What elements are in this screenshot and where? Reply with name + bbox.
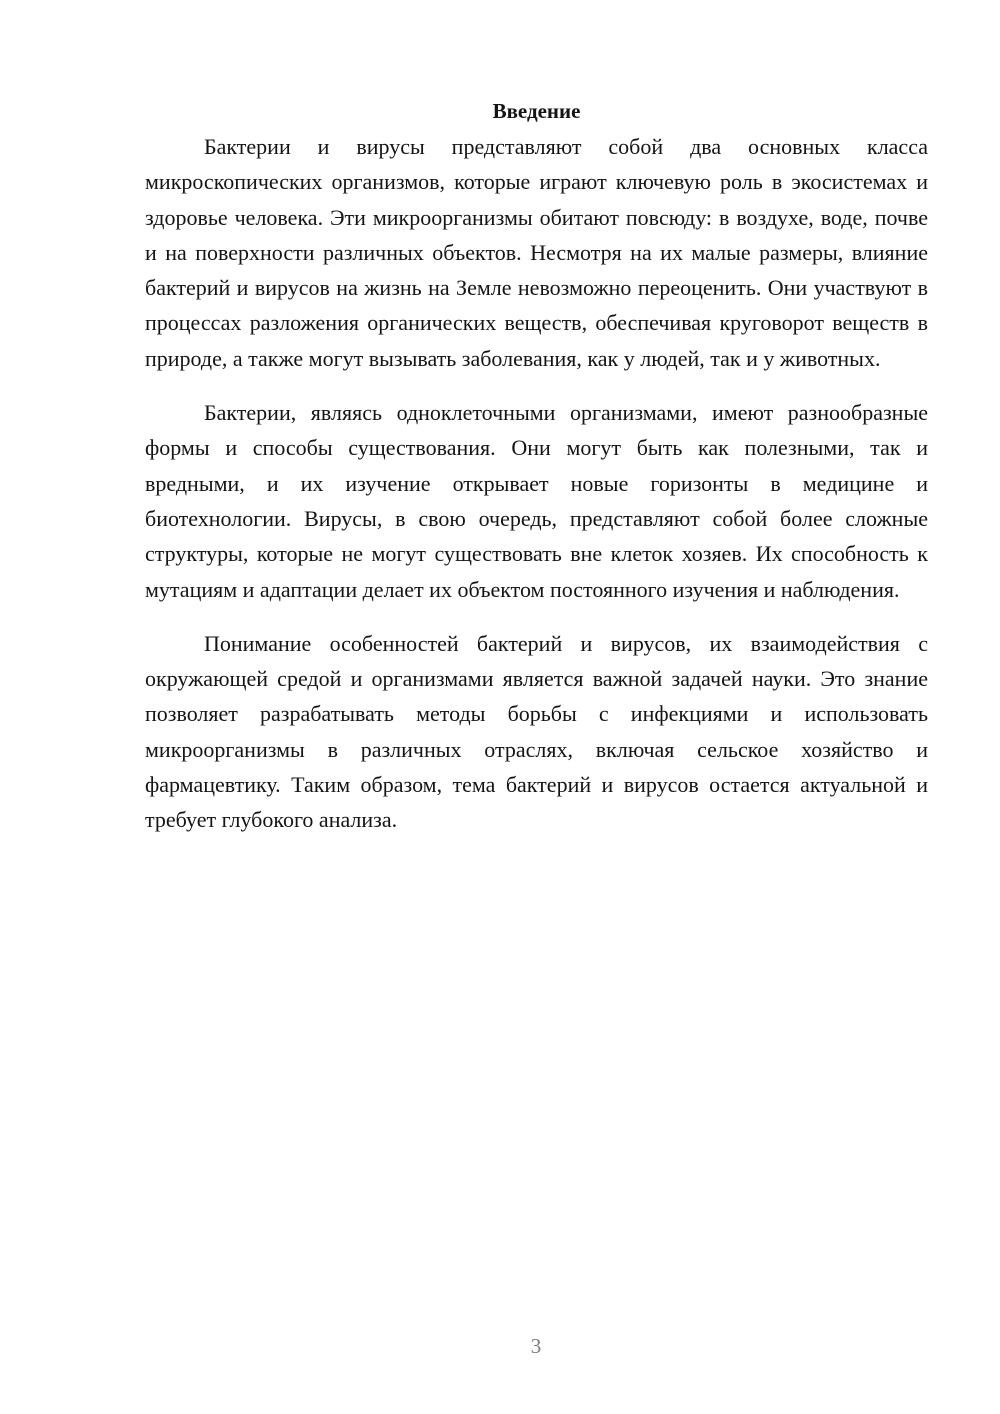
paragraph: Понимание особенностей бактерий и вирусов, их взаимодействия с окружающей средой и организмами является важной задачей науки. Это знание позволяет разрабатывать методы борьбы с инфекциями и использовать микроорганизмы в различных отраслях, включая сельское хозяйство и фармацевтику. Таким образом, тема бактерий и вирусов остается актуальной и требует глубокого анализа. (145, 630, 928, 833)
paragraph: Бактерии и вирусы представляют собой два основных класса микроскопических организмов, которые играют ключевую роль в экосистемах и здоровье человека. Эти микроорганизмы обитают повсюду: в воздухе, воде, почве и на поверхности различных объектов. Несмотря на их малые размеры, влияние бактерий и вирусов на жизнь на Земле невозможно переоценить. Они участвуют в процессах разложения органических веществ, обеспечивая круговорот веществ в природе, а также могут вызывать заболевания, как у людей, так и у животных. (145, 134, 928, 371)
page-content (145, 93, 928, 838)
page-number: 3 (530, 1334, 542, 1358)
paragraph: Бактерии, являясь одноклеточными организмами, имеют разнообразные формы и способы существования. Они могут быть как полезными, так и вредными, и их изучение открывает новые горизонты в медицине и биотехнологии. Вирусы, в свою очередь, представляют собой более сложные структуры, которые не могут существовать вне клеток хозяев. Их способность к мутациям и адаптации делает их объектом постоянного изучения и наблюдения. (145, 400, 928, 602)
section-heading: Введение (492, 99, 581, 123)
